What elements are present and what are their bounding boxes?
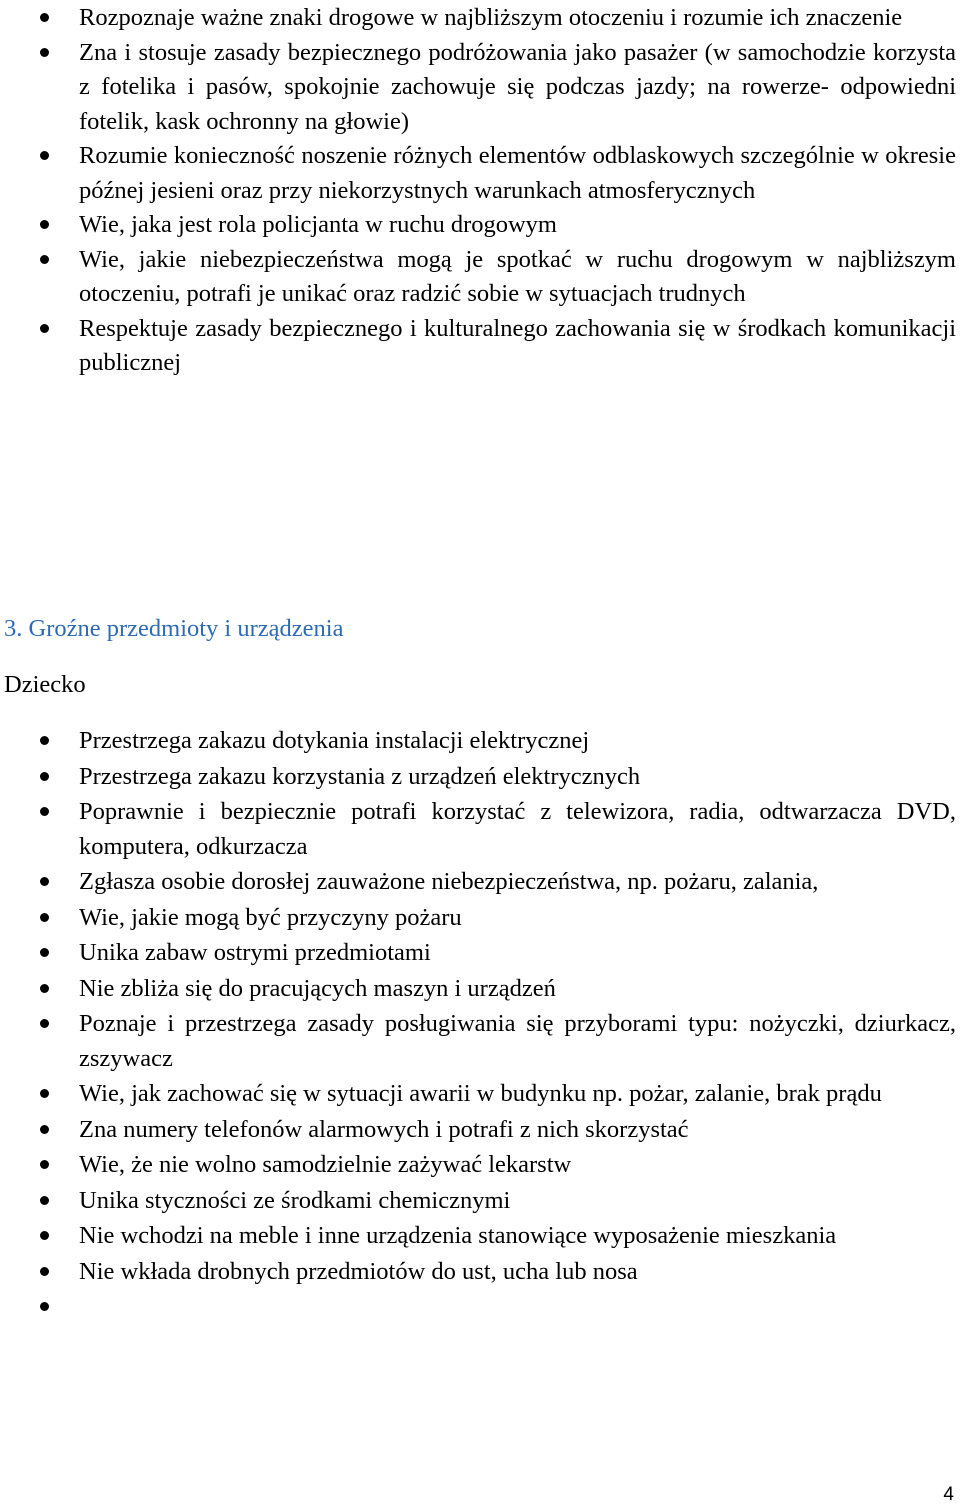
bullet-icon xyxy=(40,984,49,993)
bullet-icon xyxy=(40,1160,49,1169)
bullet-icon xyxy=(40,772,49,781)
bullet-icon xyxy=(40,1196,49,1205)
list-item xyxy=(0,865,960,900)
road-safety-list xyxy=(0,1,960,381)
bullet-icon xyxy=(40,324,49,333)
list-item-text: Rozpoznaje ważne znaki drogowe w najbliższym otoczeniu i rozumie ich znaczenie xyxy=(79,4,903,31)
bullet-icon xyxy=(40,913,49,922)
list-item-empty xyxy=(0,1290,960,1325)
list-item-text: Zna i stosuje zasady bezpiecznego podróżowania jako pasażer (w samochodzie korzysta z fotelika i pasów, spokojnie zachowuje się podczas jazdy; na rowerze- odpowiedni fotelik, kask ochronny na głowie) xyxy=(79,38,956,135)
bullet-icon xyxy=(40,807,49,816)
list-item-text: Zna numery telefonów alarmowych i potrafi z nich skorzystać xyxy=(79,1115,689,1143)
list-item-text: Nie zbliża się do pracujących maszyn i urządzeń xyxy=(79,974,556,1002)
bullet-icon xyxy=(40,13,49,22)
section-heading: 3. Groźne przedmioty i urządzenia xyxy=(4,615,344,642)
bullet-icon xyxy=(40,1267,49,1276)
bullet-icon xyxy=(40,1089,49,1098)
list-item xyxy=(0,1077,960,1112)
list-item xyxy=(0,36,960,140)
list-item-text: Rozumie konieczność noszenie różnych elementów odblaskowych szczególnie w okresie późnej jesieni oraz przy niekorzystnych warunkach atmosferycznych xyxy=(79,142,956,204)
list-item xyxy=(0,1,960,36)
list-item xyxy=(0,139,960,208)
list-item-text: Przestrzega zakazu korzystania z urządzeń elektrycznych xyxy=(79,762,641,790)
bullet-icon xyxy=(40,1125,49,1134)
list-item-text: Wie, jakie niebezpieczeństwa mogą je spotkać w ruchu drogowym w najbliższym otoczeniu, potrafi je unikać oraz radzić sobie w sytuacjach trudnych xyxy=(79,245,956,307)
bullet-icon xyxy=(40,1231,49,1240)
list-item xyxy=(0,208,960,243)
list-item-text: Unika styczności ze środkami chemicznymi xyxy=(79,1186,511,1214)
bullet-icon xyxy=(40,48,49,57)
list-item-text: Nie wchodzi na meble i inne urządzenia stanowiące wyposażenie mieszkania xyxy=(79,1222,837,1249)
list-item xyxy=(0,936,960,971)
list-item-text: Wie, że nie wolno samodzielnie zażywać lekarstw xyxy=(79,1151,572,1178)
bullet-icon xyxy=(40,736,49,745)
list-item-text: Przestrzega zakazu dotykania instalacji elektrycznej xyxy=(79,727,590,754)
list-item xyxy=(0,1148,960,1183)
list-item xyxy=(0,1219,960,1254)
list-item xyxy=(0,1255,960,1290)
list-item xyxy=(0,901,960,936)
bullet-icon xyxy=(40,255,49,264)
bullet-icon xyxy=(40,151,49,160)
list-item-text: Respektuje zasady bezpiecznego i kulturalnego zachowania się w środkach komunikacji publicznej xyxy=(79,314,956,376)
list-item-text: Unika zabaw ostrymi przedmiotami xyxy=(79,939,431,966)
list-item-text: Wie, jak zachować się w sytuacji awarii w budynku np. pożar, zalanie, brak prądu xyxy=(79,1080,882,1107)
list-item xyxy=(0,1113,960,1148)
list-item xyxy=(0,795,960,864)
dangerous-objects-list xyxy=(0,724,960,1326)
list-item-text: Wie, jaka jest rola policjanta w ruchu drogowym xyxy=(79,211,557,238)
list-item xyxy=(0,312,960,381)
list-item-text: Wie, jakie mogą być przyczyny pożaru xyxy=(79,903,462,931)
list-item xyxy=(0,243,960,312)
list-item xyxy=(0,760,960,795)
list-item xyxy=(0,724,960,759)
bullet-icon xyxy=(40,220,49,229)
list-item-text: Poznaje i przestrzega zasady posługiwania się przyborami typu: nożyczki, dziurkacz, zszywacz xyxy=(79,1010,956,1072)
list-item xyxy=(0,1184,960,1219)
list-item-text: Zgłasza osobie dorosłej zauważone niebezpieczeństwa, np. pożaru, zalania, xyxy=(79,868,819,895)
bullet-icon xyxy=(40,1019,49,1028)
list-item-text: Nie wkłada drobnych przedmiotów do ust, ucha lub nosa xyxy=(79,1257,638,1285)
list-item xyxy=(0,972,960,1007)
bullet-icon xyxy=(40,948,49,957)
page-number: 4 xyxy=(943,1484,954,1505)
list-item-text: Poprawnie i bezpiecznie potrafi korzystać z telewizora, radia, odtwarzacza DVD, komputera, odkurzacza xyxy=(79,798,956,860)
list-item xyxy=(0,1007,960,1076)
bullet-icon xyxy=(40,877,49,886)
subject-label: Dziecko xyxy=(4,671,86,698)
bullet-icon xyxy=(40,1302,49,1311)
